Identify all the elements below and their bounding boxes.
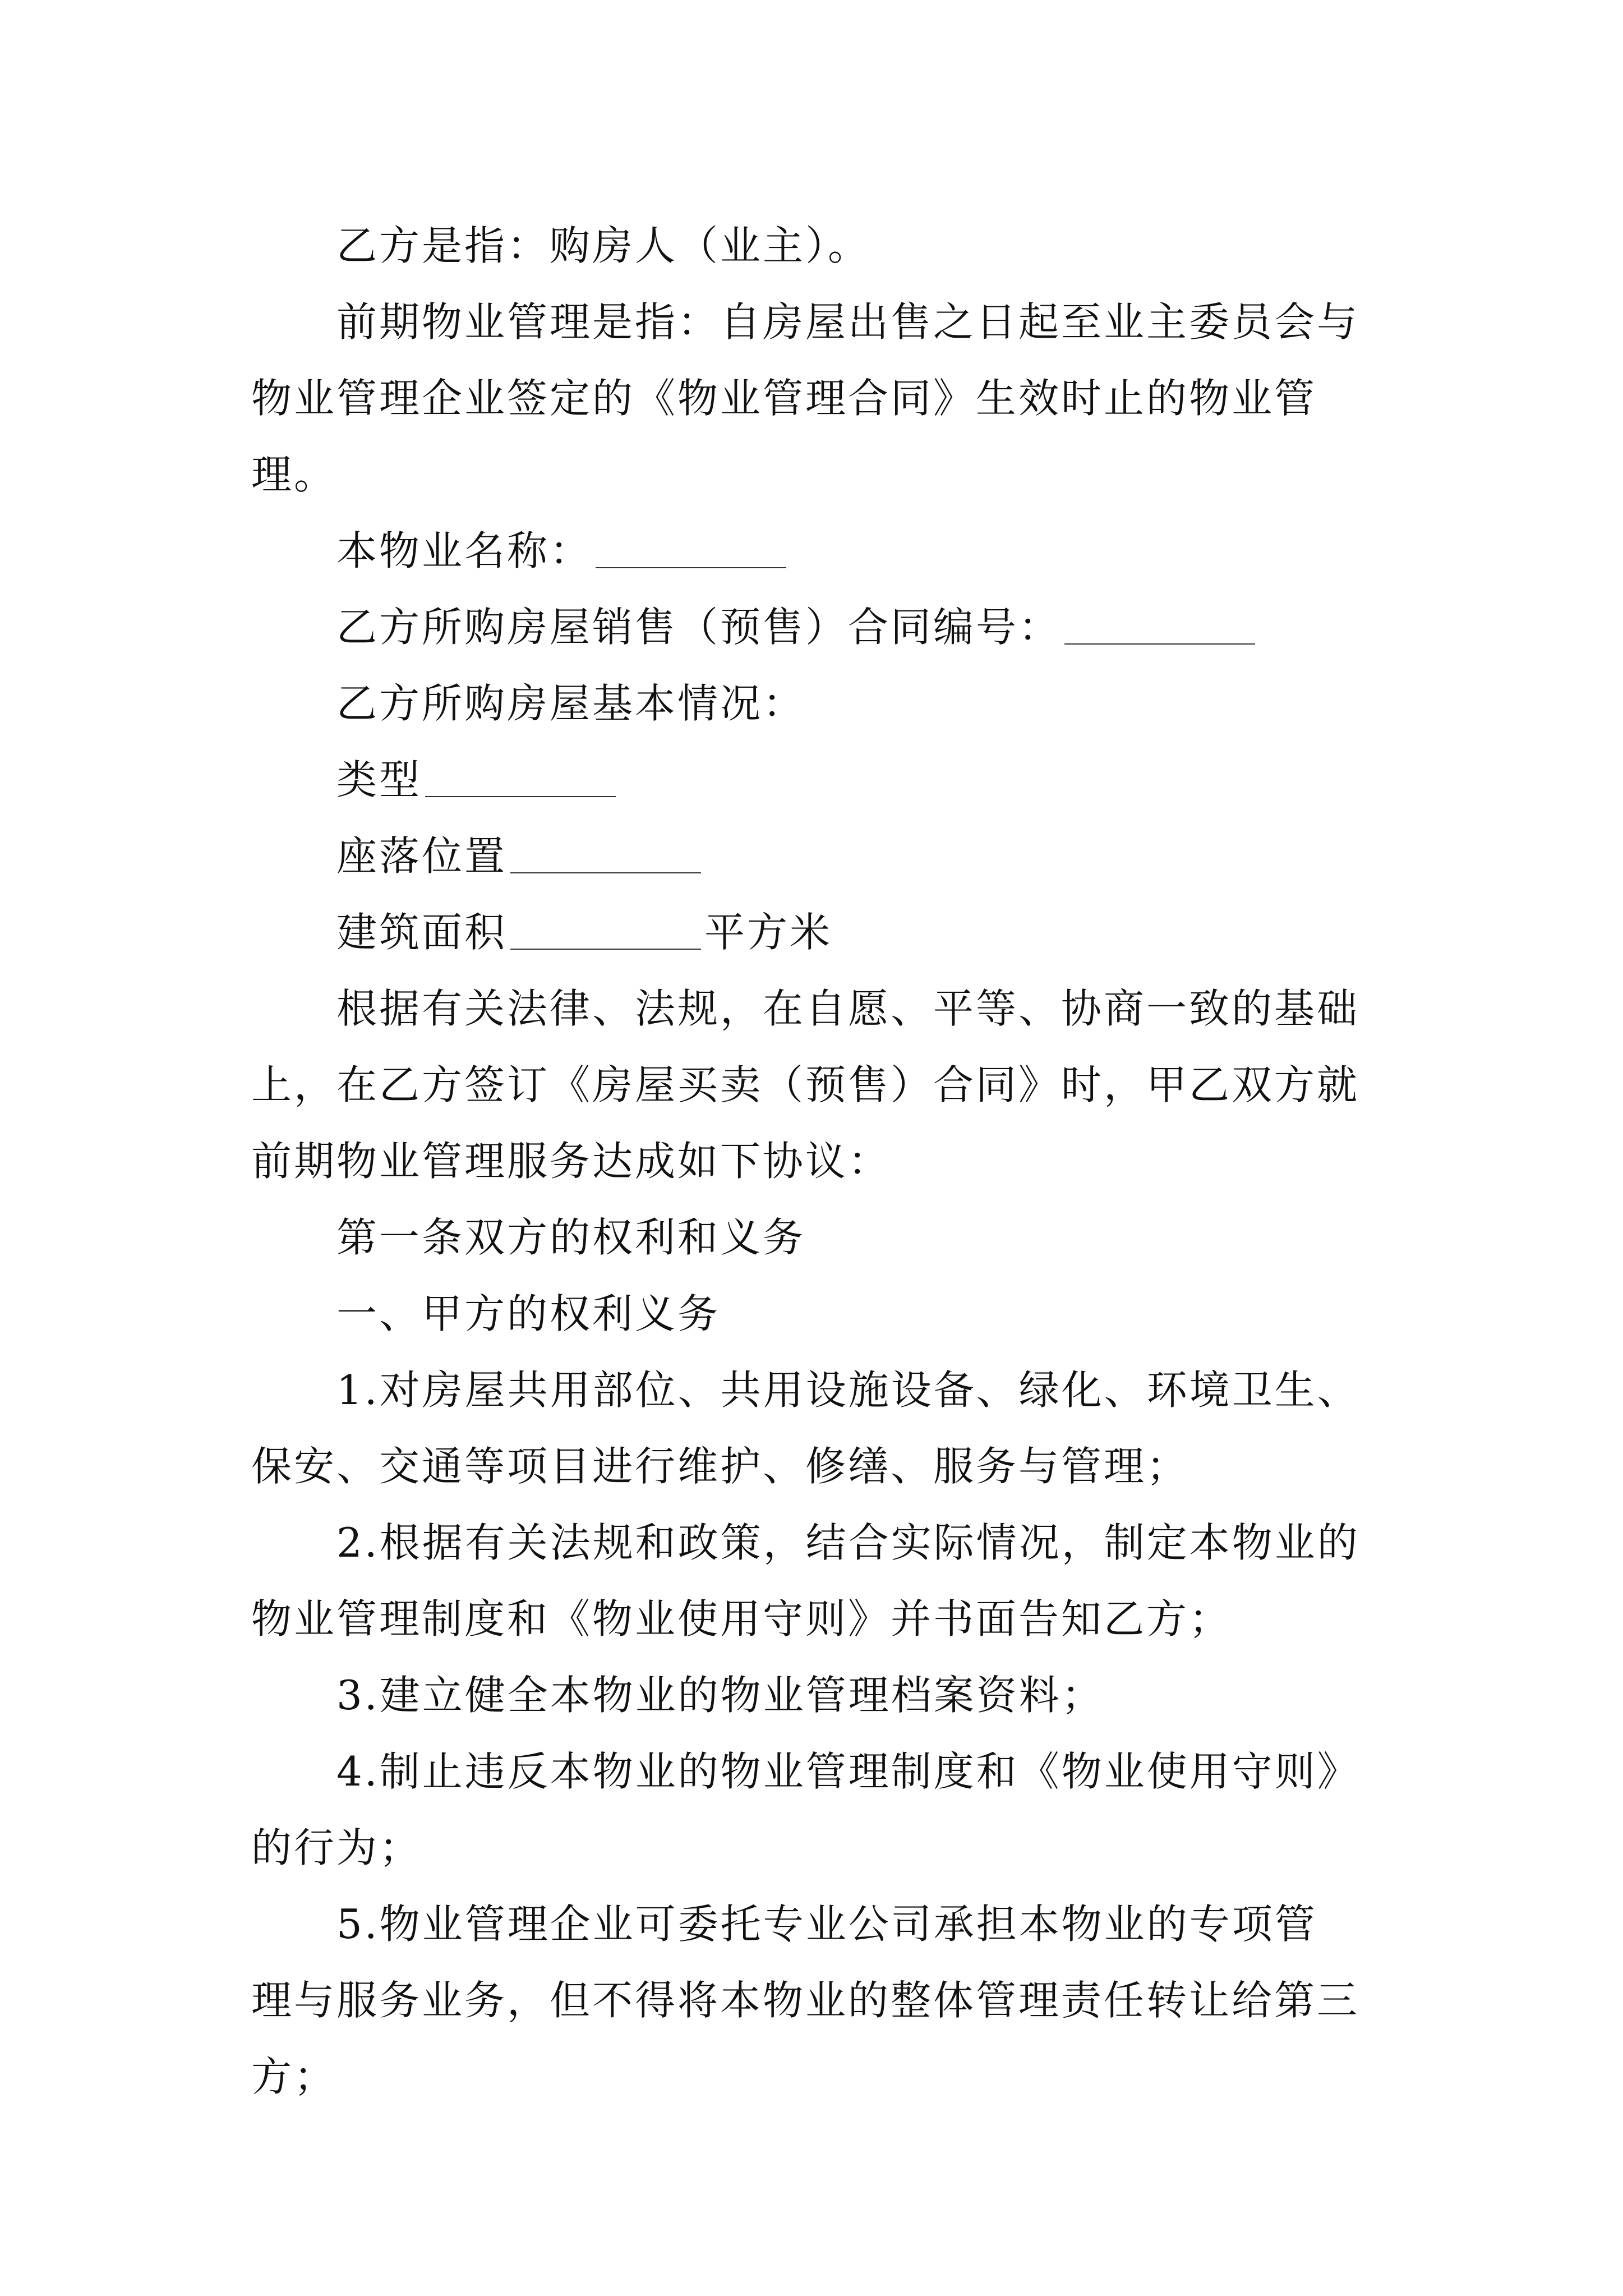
text-line: 物业管理企业签定的《物业管理合同》生效时止的物业管理。	[251, 375, 1317, 498]
field-label: 本物业名称：	[336, 527, 593, 574]
location-field	[251, 818, 1373, 894]
text-line: 乙方所购房屋基本情况：	[336, 680, 806, 727]
document-body	[251, 208, 1373, 2115]
field-suffix: 平方米	[704, 909, 833, 956]
field-line	[251, 818, 1373, 894]
text-line: 前期物业管理服务达成如下协议：	[251, 1138, 891, 1185]
type-field	[251, 742, 1373, 818]
text-line: 根据有关法律、法规，在自愿、平等、协商一致的基础	[336, 985, 1360, 1032]
section-one-heading	[251, 1276, 1373, 1352]
text-line: 乙方是指：购房人（业主）。	[336, 222, 871, 269]
blank-underline[interactable]	[510, 832, 701, 873]
text-line: 第一条双方的权利和义务	[336, 1214, 806, 1261]
text-line: 1.对房屋共用部位、共用设施设备、绿化、环境卫生、	[336, 1366, 1360, 1414]
house-basic-info-heading	[251, 665, 1373, 742]
text-line: 的行为；	[251, 1824, 422, 1871]
field-line	[251, 589, 1373, 665]
field-label: 建筑面积	[336, 909, 508, 956]
field-label: 类型	[336, 756, 422, 803]
clause-2	[251, 1504, 1373, 1657]
text-line: 方；	[251, 2053, 337, 2100]
text-line: 前期物业管理是指：自房屋出售之日起至业主委员会与	[336, 298, 1360, 346]
text-line: 2.根据有关法规和政策，结合实际情况，制定本物业的	[336, 1519, 1360, 1566]
blank-underline[interactable]	[425, 756, 616, 797]
clause-1	[251, 1352, 1373, 1504]
text-line: 3.建立健全本物业的物业管理档案资料；	[336, 1672, 1104, 1719]
blank-underline[interactable]	[510, 908, 701, 950]
field-line	[251, 894, 1373, 970]
clause-4	[251, 1733, 1373, 1886]
contract-number-field	[251, 589, 1373, 665]
blank-underline[interactable]	[596, 527, 786, 568]
clause-3	[251, 1657, 1373, 1733]
party-b-definition	[251, 208, 1373, 284]
clause-5	[251, 1886, 1373, 2115]
text-line: 上，在乙方签订《房屋买卖（预售）合同》时，甲乙双方就	[251, 1061, 1360, 1108]
text-line: 理与服务业务，但不得将本物业的整体管理责任转让给第三	[251, 1977, 1360, 2024]
field-line	[251, 513, 1373, 589]
field-line	[251, 742, 1373, 818]
property-name-field	[251, 513, 1373, 589]
text-line: 4.制止违反本物业的物业管理制度和《物业使用守则》	[336, 1748, 1360, 1795]
field-label: 乙方所购房屋销售（预售）合同编号：	[336, 604, 1062, 651]
field-label: 座落位置	[336, 832, 508, 880]
text-line: 物业管理制度和《物业使用守则》并书面告知乙方；	[251, 1595, 1232, 1642]
blank-underline[interactable]	[1064, 603, 1255, 645]
agreement-basis-paragraph	[251, 970, 1373, 1199]
floor-area-field	[251, 894, 1373, 970]
text-line: 5.物业管理企业可委托专业公司承担本物业的专项管	[336, 1901, 1317, 1948]
article-one-heading	[251, 1199, 1373, 1276]
preliminary-management-definition	[251, 284, 1373, 513]
text-line: 保安、交通等项目进行维护、修缮、服务与管理；	[251, 1443, 1189, 1490]
text-line: 一、甲方的权利义务	[336, 1290, 721, 1337]
